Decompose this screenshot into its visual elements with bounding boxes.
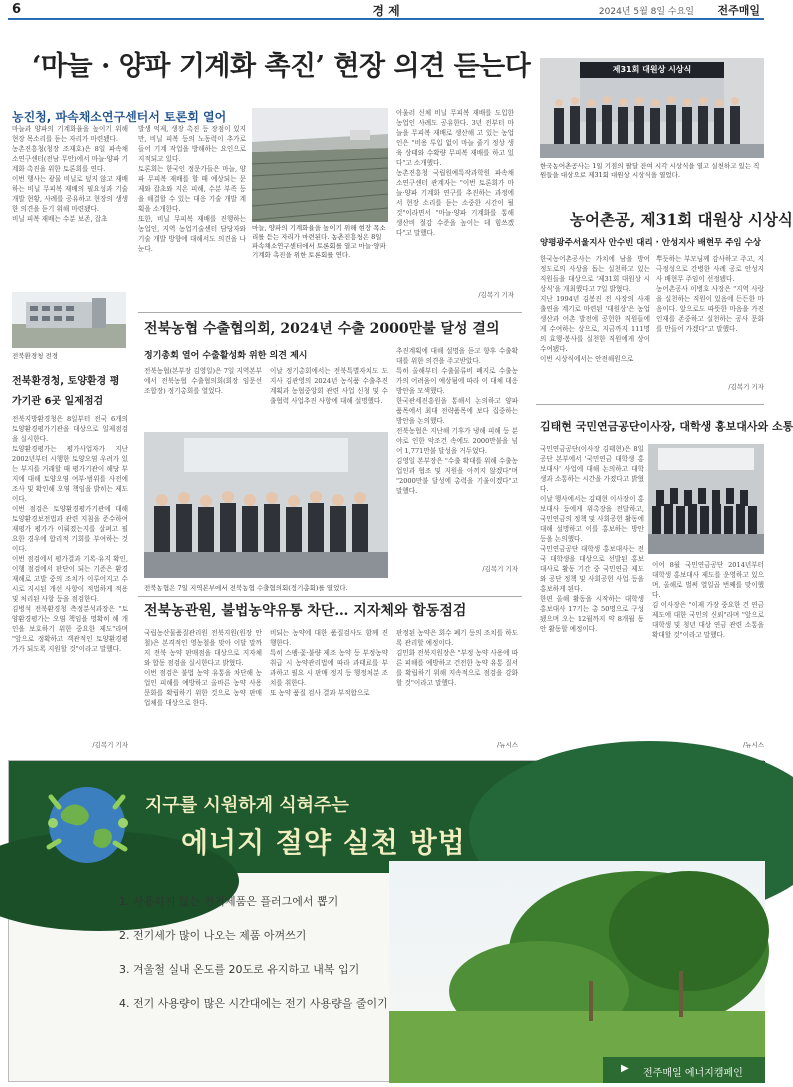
ad-title-line2: 에너지 절약 실천 방법 [181, 826, 466, 859]
export-byline: /김복기 기자 [482, 565, 518, 573]
main-subhead: 농진청, 파속채소연구센터서 토론회 열어 [12, 110, 227, 124]
env-photo-caption: 전북환경청 전경 [12, 352, 59, 360]
pesticide-col1: 국립농산물품질관리원 전북지원(원장 안철)은 본격적인 영농철을 맞아 이달 말까지 전북 농약 판매점을 대상으로 지자체와 합동 점검을 실시한다고 밝혔다. 이번 점검은 불법 농약 유통을 차단해 농업인 피해를 예방하고 올바른 농약 사용 문화를 확립하기 위한 것으로 농약 판매업체를 대상으로 한다. [144, 629, 262, 707]
env-body: 전북지방환경청은 8일부터 전국 6개의 토양환경평가기관을 대상으로 일제점검을 실시한다. 토양환경평가는 평가사업자가 지난 2002년부터 시행한 토양오염 우려가 있는 부지를 거래할 때 평가기관이 해당 부지에 대해 토양오염 여부·범위를 사전에 조사 및 확인해 오염 책임을 밝히는 제도이다. 이번 점검은 토양환경평가기관에 대해 토양환경보전법과 관련 지침을 준수하여 재평가 평가가 이뤄졌는지를 살펴고 필요한 경우에 합리적 기회를 부여하는 것이다. 이번 점검에서 평가결과 기록·유지 확인, 이행 점검에서 판단이 되는 기준은 환경재해로 고발 중의 조치가 이루어지고 수시로 지시된 개선 사항이 적법하게 적용 및 처리된 사항 등을 점검한다. 김병석 전북환경청 측정분석과장은 "토양환경평가는 오염 책임을 명확히 해 개인을 보호하기 위한 중요한 제도"라며 "앞으로 정확하고 객관적인 토양환경평가가 되도록 지원할 것"이라고 말했다. [12, 415, 128, 653]
award-ceremony-photo [540, 58, 764, 158]
tip-item: 2. 전기세가 많이 나오는 제품 아껴쓰기 [119, 929, 307, 942]
garlic-field-photo [252, 108, 388, 222]
pesticide-headline: 전북농관원, 불법농약유통 차단… 지자체와 합동점검 [144, 603, 467, 619]
play-icon: ▶ [621, 1063, 629, 1074]
pesticide-col3: 판정된 농약은 회수 폐기 등의 조치를 하도록 관리할 예정이다. 김민화 전북지원장은 "부정 농약 사용에 따른 피해를 예방하고 건전한 농약 유통 질서를 확립하기 위해 지속적으로 점검을 강화할 것"이라고 말했다. [396, 629, 518, 687]
main-col1: 마늘과 양파의 기계화율을 높이기 위해 현장 목소리를 듣는 자리가 마련됐다. 농촌진흥청(청장 조재호)은 8일 파속채소연구센터(전남 무안)에서 마늘·양파 기계화 촉진을 위한 토론회를 연다. 이번 행사는 광물 비닐로 덮지 않고 재배하는 비닐 무피복 재배의 필요성과 기술 개발 현황, 사례를 공유하고 현장의 생생한 의견을 듣기 위해 마련됐다. 비닐 피복 재배는 수분 보존, 잡초 [12, 125, 128, 223]
main-headline: ‘마늘 · 양파 기계화 촉진’ 현장 의견 듣는다 [32, 51, 531, 82]
export-col1: 전북농협(본부장 김영일)은 7일 지역본부에서 전북농협 수출협의회(회장 임문선 조합장) 정기총회를 열었다. [144, 367, 265, 395]
nps-byline: /뉴시스 [742, 741, 764, 749]
award-subhead: 양평광주서울지사 안수빈 대리 · 안성지사 배현무 주임 수상 [540, 238, 762, 248]
ad-footer-bar [603, 1057, 765, 1083]
page-number: 6 [12, 2, 22, 17]
ad-title-line1: 지구를 시원하게 식혀주는 [145, 795, 349, 816]
issue-date: 2024년 5월 8일 수요일 [598, 7, 694, 17]
award-col1: 한국농어촌공사는 가치에 남을 방어 정도로의 사상을 돕는 실천하고 있는 직원들을 대상으로 '제31회 대원상 시상식'을 개최했다고 7일 밝혔다. 지난 1994년 김봉진 전 사장의 사재 출연을 계기로 마련된 '대원상'은 농업 생산과 어촌 발전에 공헌한 직원들에게 수여하는 상으로, 지금까지 111명의 효행·봉사를 실천한 직원에게 상이 수여됐다. 이번 시상식에서는 안전해원으로 [540, 255, 650, 363]
export-subhead: 정기총회 열어 수출활성화 위한 의견 제시 [144, 351, 308, 361]
env-byline: /김복기 기자 [92, 741, 128, 749]
main-byline: /김복기 기자 [478, 291, 514, 299]
export-col3: 추진계획에 대해 설명을 듣고 향후 수출확대를 위한 의견을 주고받았다. 특히 올해부터 수출물류비 폐지로 수출농가의 어려움이 예상됨에 따라 이 대체 대응방안을 모색했다. 한국관세진흥원을 통해서 논의하고 양파 품목에서 최대 전략품목에 보다 집중하는 방안을 논의했다. 전북농협은 지난해 기후가 냉해 피해 등 분야로 인한 악조건 속에도 2000만불을 넘어 1,771만불 달성을 거두었다. 김영일 본부장은 "수출 확대를 위해 수출농업인과 협조 및 지원을 아끼지 않겠다"며 "2000만불 달성에 총력을 기울이겠다"고 말했다. [396, 347, 518, 495]
env-headline: 전북환경청, 토양환경 평가기관 6곳 일제점검 [12, 376, 120, 407]
nps-headline: 김태현 국민연금공단이사장, 대학생 홍보대사와 소통 [540, 420, 793, 433]
main-col2: 발생 억제, 생장 촉진 등 장점이 있지만, 비닐 피복 등의 노동력이 추가로 들어 기계 작업을 방해하는 요인으로 지적되고 있다. 토론회는 한국인 정문가들은 마늘, 양파 무피복 재배를 할 때 예상되는 문제와 잡초와 지온 피해, 수분 부족 등을 해결할 수 있는 대응 기술 개발 계획을 소개한다. 또한, 비닐 무피복 재배를 진행하는 농업인, 지역 농업기술센터 담당자와 기술 개발 방향에 대해서도 의견을 나눈다. [138, 125, 246, 253]
section-divider [536, 404, 764, 405]
export-meeting-photo [144, 432, 388, 578]
earth-globe-icon [39, 777, 135, 873]
tip-item: 3. 겨울철 실내 온도를 20도로 유지하고 내복 입기 [119, 963, 360, 976]
section-divider [138, 596, 522, 597]
export-col2: 이날 정기총회에서는 전북특별자치도 도지사 김관영의 2024년 농식품 수출추진계획과 농협중앙회 관련 사업 신청 및 수출협력 사업추진 사항에 대해 설명했다. [270, 367, 388, 405]
export-photo-caption: 전북농협은 7일 지역본부에서 전북농협 수출협의회(정기총회)를 열었다. [144, 584, 348, 592]
nps-col1: 국민연금공단(이사장 김태현)은 8일 공단 본부에서 '국민연금 대학생 홍보대사' 사업에 대해 논의하고 대학생과 소통하는 시간을 가졌다고 밝혔다. 이날 행사에서는 김태현 이사장이 홍보대사 등에게 위촉장을 전달하고, 국민연금의 정책 및 사회공헌 활동에 대해 설명하고 이를 홍보하는 방안 등을 논의했다. 국민연금공단 대학생 홍보대사는 전국 대학생을 대상으로 선발된 홍보 대사로 활동 기간 중 국민연금 제도와 공단 정책 및 사회공헌 사업 등을 홍보하게 된다. 한편 올해 활동을 시작하는 대학생 홍보대사 17기는 총 50명으로 구성됐으며 오는 12월까지 약 8개월 동안 활동할 예정이다. [540, 445, 644, 633]
section-divider [138, 312, 522, 313]
main-col4: 아울러 신체 비닐 무피복 재배를 도입한 농업인 사례도 공유한다. 3년 전부터 마늘을 무피복 재배로 생산해 고 있는 농업인은 "비용 투입 없이 마늘 줄기 정상 생육 상태와 수확량 무피복 재배를 하고 있다"고 소개했다. 농촌진흥청 국립원예특작과학원 파속채소연구센터 관계자는 "이번 토론회가 마늘·양파 기계화 연구를 추진하는 과정에서 현장 소리를 듣는 소중한 시간이 될 것"이라면서 "마늘·양파 기계화를 통해 생산비 절감 수준을 높이는 데 힘쓰겠다"고 말했다. [396, 109, 514, 237]
main-photo-caption: 마늘, 양파의 기계화율을 높이기 위해 현장 목소리를 듣는 자리가 마련된다. 농촌진흥청은 8일 파속채소연구센터에서 토론회를 열고 마늘·양파 기계화 촉진을 위한 토론회를 연다. [252, 224, 386, 259]
award-headline: 농어촌공, 제31회 대원상 시상식 [570, 210, 793, 229]
paper-name: 전주매일 [717, 4, 760, 17]
env-office-photo [12, 292, 126, 348]
award-col2: 뿌듯하는 부모님께 감사하고 주고, 지극정성으로 간병한 사례 공로 안성지사 배현무 주임이 선정됐다. 농어촌공사 이병호 사장은 "지역 사랑을 실천하는 직원이 있음에 든든한 마음이다. 앞으로도 따뜻한 마음을 가진 인재를 존중하고 실천하는 공사 문화를 만들어 가겠다"고 말했다. [656, 255, 764, 333]
page-header [8, 0, 764, 20]
tip-item: 4. 전기 사용량이 많은 시간대에는 전기 사용량을 줄이기 [119, 997, 388, 1010]
award-byline: /김복기 기자 [728, 383, 764, 391]
award-banner-text: 제31회 대원상 시상식 [612, 65, 692, 74]
tips-list [119, 885, 579, 1021]
ad-footer-text: 전주매일 에너지캠페인 [643, 1068, 743, 1079]
nps-col2: 이어 8월 국민연금공단 2014년부터 대학생 홍보대사 제도를 운영하고 있으며, 올해로 벌써 열일곱 번째를 맞이했다. 김 이사장은 "이제 가장 중요한 건 연금 제도에 대한 국민의 신뢰"라며 "앞으로 대학생 및 청년 대상 연금 관련 소통을 확대할 것"이라고 말했다. [652, 561, 764, 639]
energy-campaign-ad [8, 760, 764, 1082]
export-headline: 전북농협 수출협의회, 2024년 수출 2000만불 달성 결의 [144, 321, 500, 337]
nps-group-photo [648, 444, 764, 554]
award-photo-caption: 한국농어촌공사는 1일 기점의 팔달 잔여 시각 시상식을 열고 실천하고 있는 직원들을 대상으로 제31회 대원상 시상식을 열었다. [540, 162, 760, 179]
section-name: 경 제 [372, 4, 400, 18]
tip-item: 1. 사용하지 않는 전기제품은 플러그에서 뽑기 [119, 895, 339, 908]
pesticide-col2: 비되는 농약에 대한 품질검사도 함께 진행한다. 특히 스팸·꽃·불량 제조 농약 등 부정농약 취급 시 농약관리법에 따라 과태료를 부과하고 필요 시 판매 정지 등 행정처분 조치를 취한다. 또 농약 품질 검사 결과 부적합으로 [270, 629, 388, 697]
pesticide-byline: /뉴시스 [496, 741, 518, 749]
